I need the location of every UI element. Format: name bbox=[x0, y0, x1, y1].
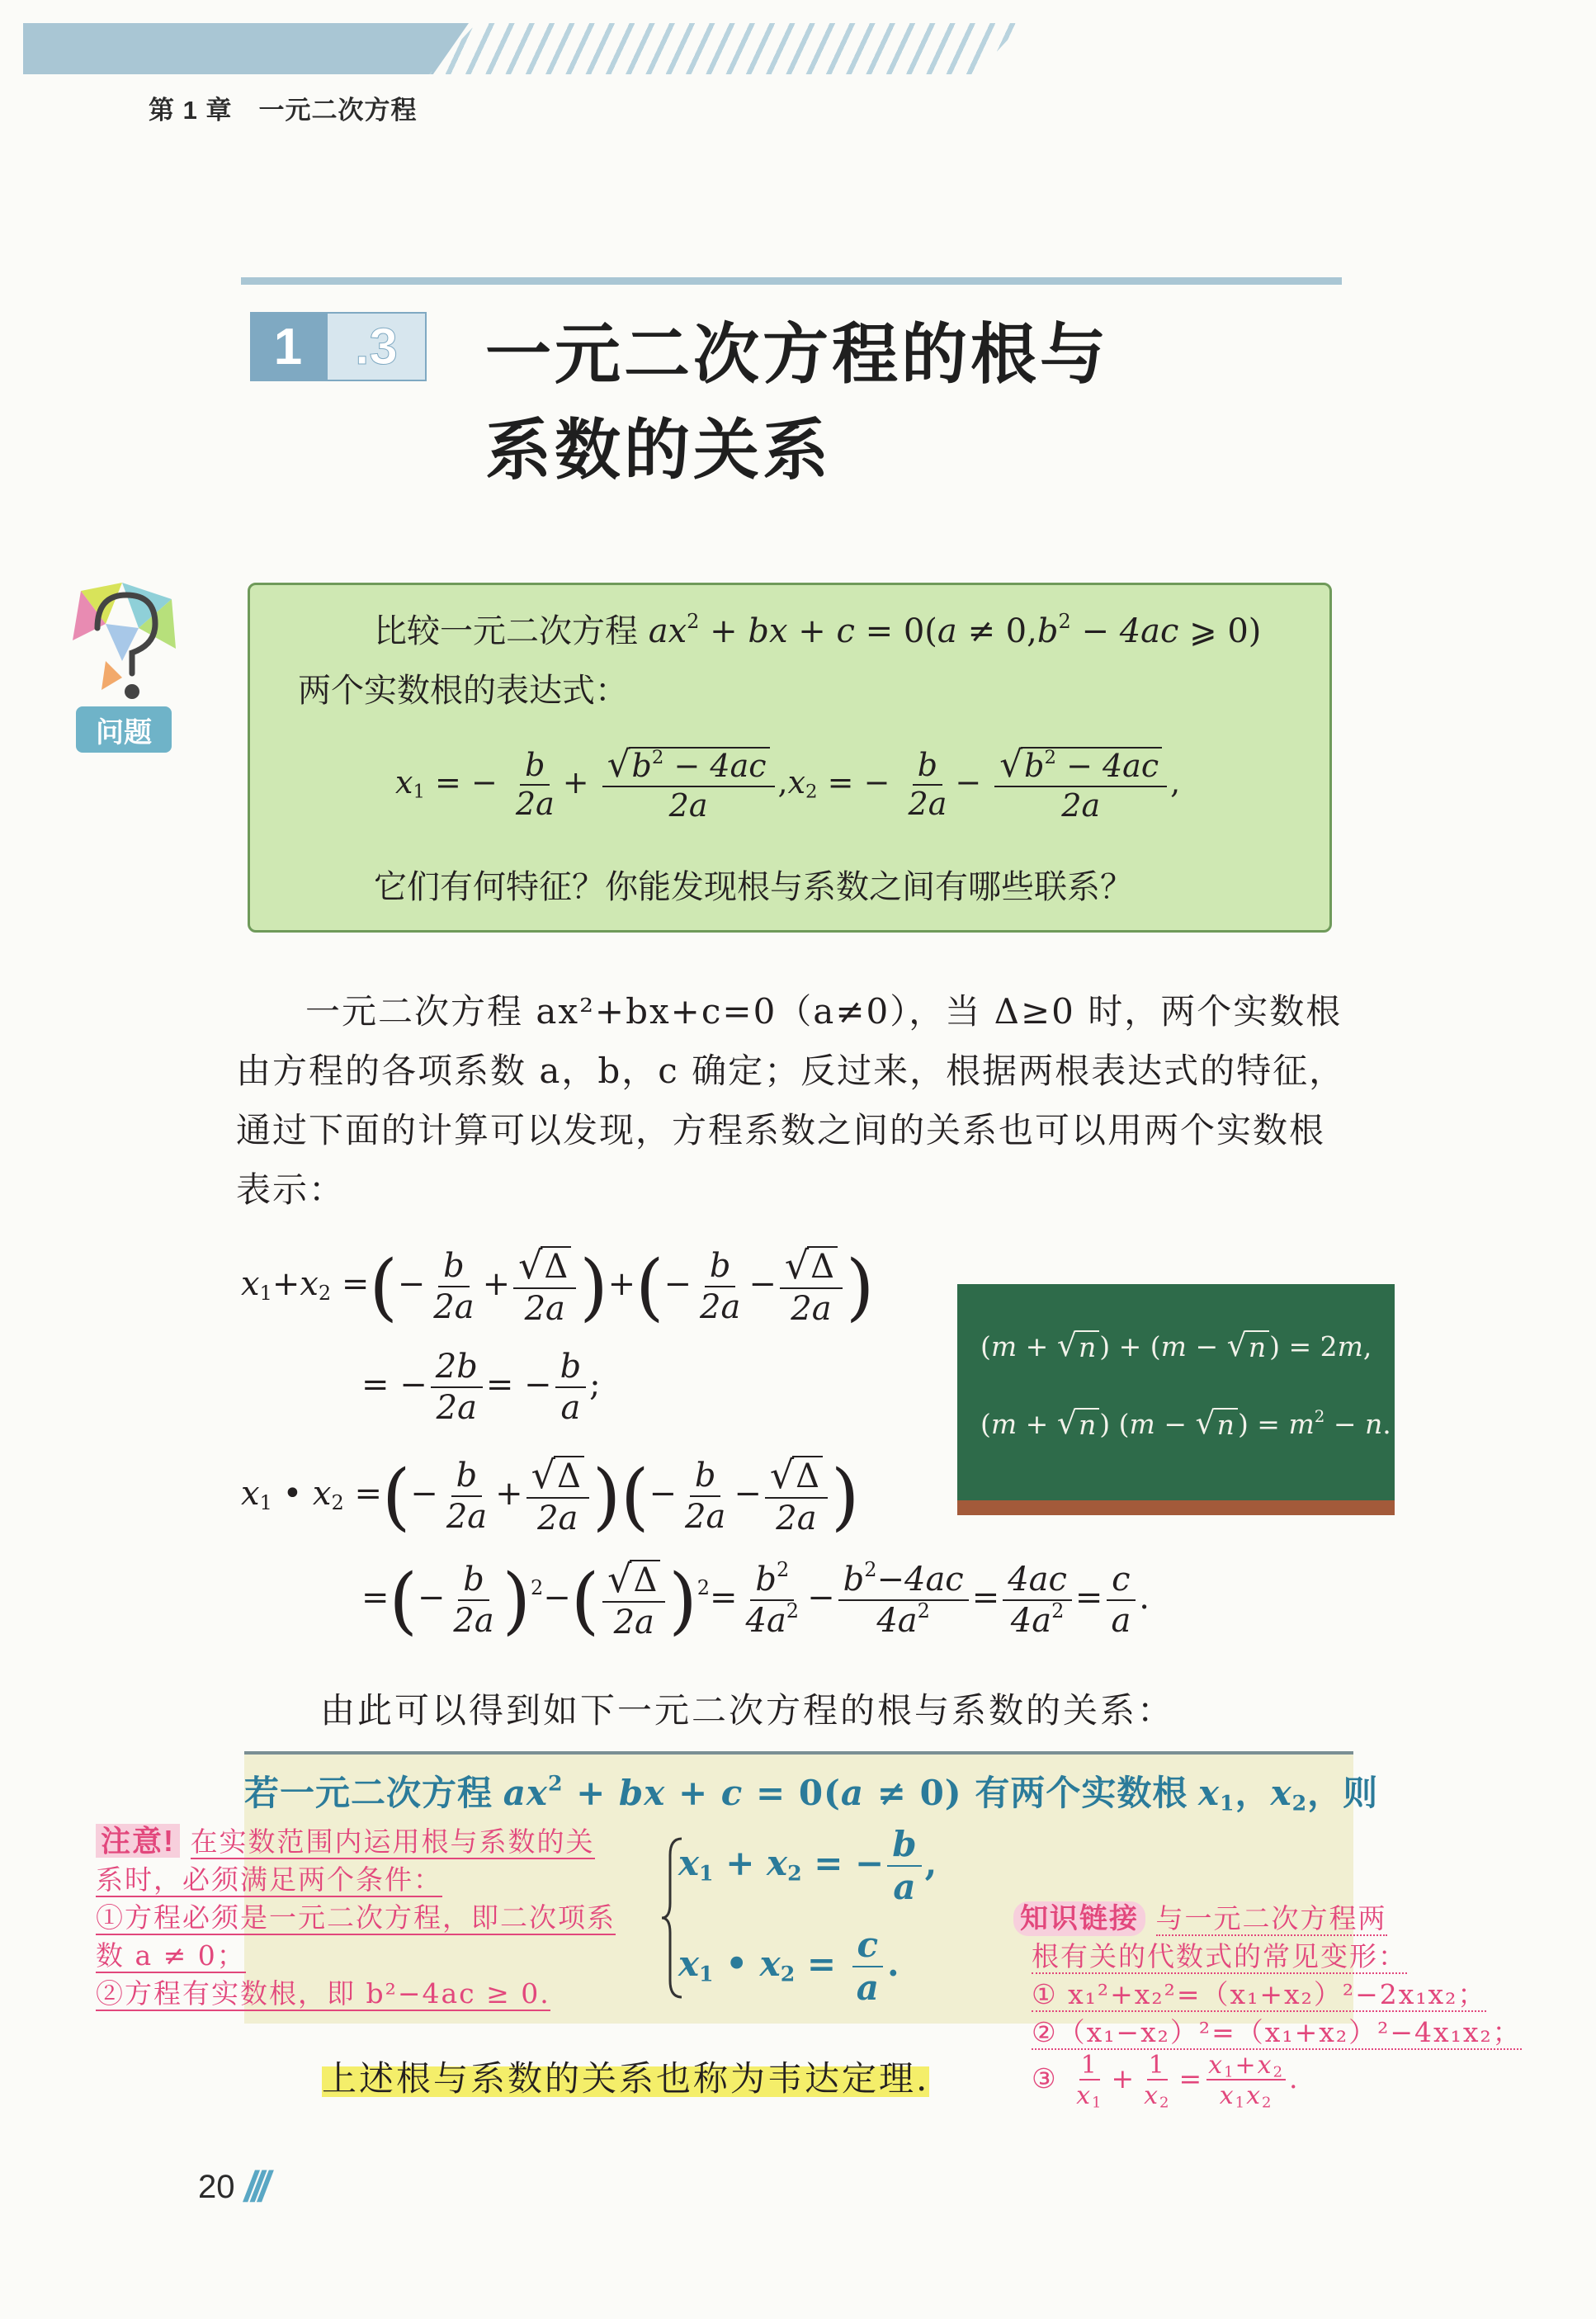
title-rule bbox=[241, 277, 1342, 285]
note-line5: ②方程有实数根，即 b²−4ac ≥ 0. bbox=[96, 1977, 550, 2010]
root-formulas: $x_1$ = − $\frac{b}{2a}$ + √ $b^2 - 4ac$ 2a $,x_2$ = − $\frac{b}{2a}$ − √ $b^2 - 4ac$ 2a , bbox=[395, 744, 1181, 824]
section-number bbox=[250, 312, 427, 381]
product-derivation-line2: =(− $\frac{b}{2a}$ )$^2$−( √ Δ 2a )$^2$= $\frac{b^2}{4a^2}$ − $\frac{b^2-4ac}{4a^2}$ = $\frac{4ac}{4a^2}$ = $\frac{c}{a}$ . bbox=[361, 1556, 1150, 1643]
product-derivation-line1: $x_1$ • $x_2$ =(− $\frac{b}{2a}$ + √ Δ 2a )(− $\frac{b}{2a}$ − √ Δ 2a ) bbox=[241, 1452, 860, 1539]
theorem-head-prefix: 若一元二次方程 bbox=[244, 1773, 493, 1812]
problem-box bbox=[248, 583, 1332, 933]
chalkboard-line2: (m + √ n ) (m − √ n ) = $m^2 - n$. bbox=[980, 1405, 1391, 1441]
body-paragraph: 一元二次方程 ax²+bx+c=0（a≠0），当 Δ≥0 时，两个实数根由方程的各项系数 a，b，c 确定；反过来，根据两根表达式的特征，通过下面的计算可以发现，方程系数之间的关系也可以用两个实数根表示： bbox=[236, 991, 1346, 1210]
note-block bbox=[96, 1822, 616, 2013]
chapter-title: 第 1 章 一元二次方程 bbox=[149, 96, 418, 125]
header-band bbox=[23, 23, 469, 74]
note-line2: 系时，必须满足两个条件： bbox=[96, 1863, 442, 1896]
section-title bbox=[485, 307, 1109, 498]
note-line4: 数 a ≠ 0； bbox=[96, 1939, 246, 1972]
note-line3: ①方程必须是一元二次方程，即二次项系 bbox=[96, 1901, 616, 1934]
section-number-minor: .3 bbox=[326, 312, 427, 381]
knowledge-link-item3-prefix: ③ bbox=[1032, 2062, 1058, 2095]
problem-label: 问题 bbox=[76, 706, 172, 753]
problem-intro-suffix: 两个实数根的表达式： bbox=[298, 672, 628, 710]
knowledge-link-line2: 根有关的代数式的常见变形： bbox=[1032, 1940, 1407, 1972]
knowledge-link-title: 知识链接 bbox=[1013, 1901, 1145, 1936]
theorem-heading: 若一元二次方程 $ax^2$ + bx + c = 0(a ≠ 0) 有两个实数根 $x_1$，$x_2$，则 bbox=[244, 1770, 1379, 1816]
knowledge-link bbox=[1013, 1900, 1522, 2112]
section-number-major: 1 bbox=[250, 312, 326, 381]
theorem-product: $x_1$ • $x_2$ = $\frac{c}{a}$ . bbox=[678, 1925, 900, 2009]
equation-general: $ax^2$ + bx + $c = 0(a \ne 0,b^2 - 4ac$ ⩾ 0) bbox=[648, 610, 1262, 650]
theorem-head-suffix: ，则 bbox=[1307, 1773, 1379, 1812]
section-title-line1: 一元二次方程的根与 bbox=[485, 318, 1109, 391]
header-stripes bbox=[429, 23, 1023, 74]
problem-intro bbox=[374, 607, 1261, 656]
problem-question: 它们有何特征？你能发现根与系数之间有哪些联系？ bbox=[374, 868, 1133, 906]
knowledge-link-line1: 与一元二次方程两 bbox=[1155, 1902, 1387, 1934]
knowledge-link-item1: ① x₁²+x₂²=（x₁+x₂）²−2x₁x₂； bbox=[1032, 1978, 1487, 2010]
sum-derivation-line1: $x_1+x_2$ =(− $\frac{b}{2a}$ + √ Δ 2a )+(− $\frac{b}{2a}$ − √ Δ 2a ) bbox=[241, 1243, 875, 1330]
vieta-theorem-statement: 上述根与系数的关系也称为韦达定理. bbox=[322, 2052, 929, 2101]
theorem-head-middle: 有两个实数根 bbox=[975, 1773, 1188, 1812]
knowledge-link-item3: ③ $\frac{1}{x_1}$ + $\frac{1}{x_2}$ = $\frac{x_1+x_2}{x_1x_2}$ . bbox=[1032, 2051, 1300, 2112]
theorem-lead: 由此可以得到如下一元二次方程的根与系数的关系： bbox=[320, 1690, 1175, 1731]
chalkboard-line1: (m + √ n ) + (m − √ n ) = 2m, bbox=[980, 1327, 1372, 1363]
page-number-decoration: /// bbox=[244, 2163, 266, 2211]
knowledge-link-item2: ②（x₁−x₂）²=（x₁+x₂）²−4x₁x₂； bbox=[1032, 2016, 1522, 2048]
chalkboard-ledge bbox=[957, 1500, 1395, 1515]
question-mark-icon bbox=[73, 583, 180, 706]
chalkboard bbox=[957, 1284, 1395, 1500]
note-line1: 在实数范围内运用根与系数的关 bbox=[190, 1825, 595, 1858]
sum-derivation-line2: = − $\frac{2b}{2a}$ = − $\frac{b}{a}$ ; bbox=[361, 1348, 601, 1427]
section-title-line2: 系数的关系 bbox=[485, 413, 832, 487]
problem-intro-prefix: 比较一元二次方程 bbox=[374, 612, 638, 650]
note-title: 注意! bbox=[96, 1824, 180, 1858]
page-number: 20 bbox=[198, 2169, 235, 2205]
theorem-sum: $x_1 + x_2$ = − $\frac{b}{a}$ , bbox=[678, 1824, 937, 1908]
